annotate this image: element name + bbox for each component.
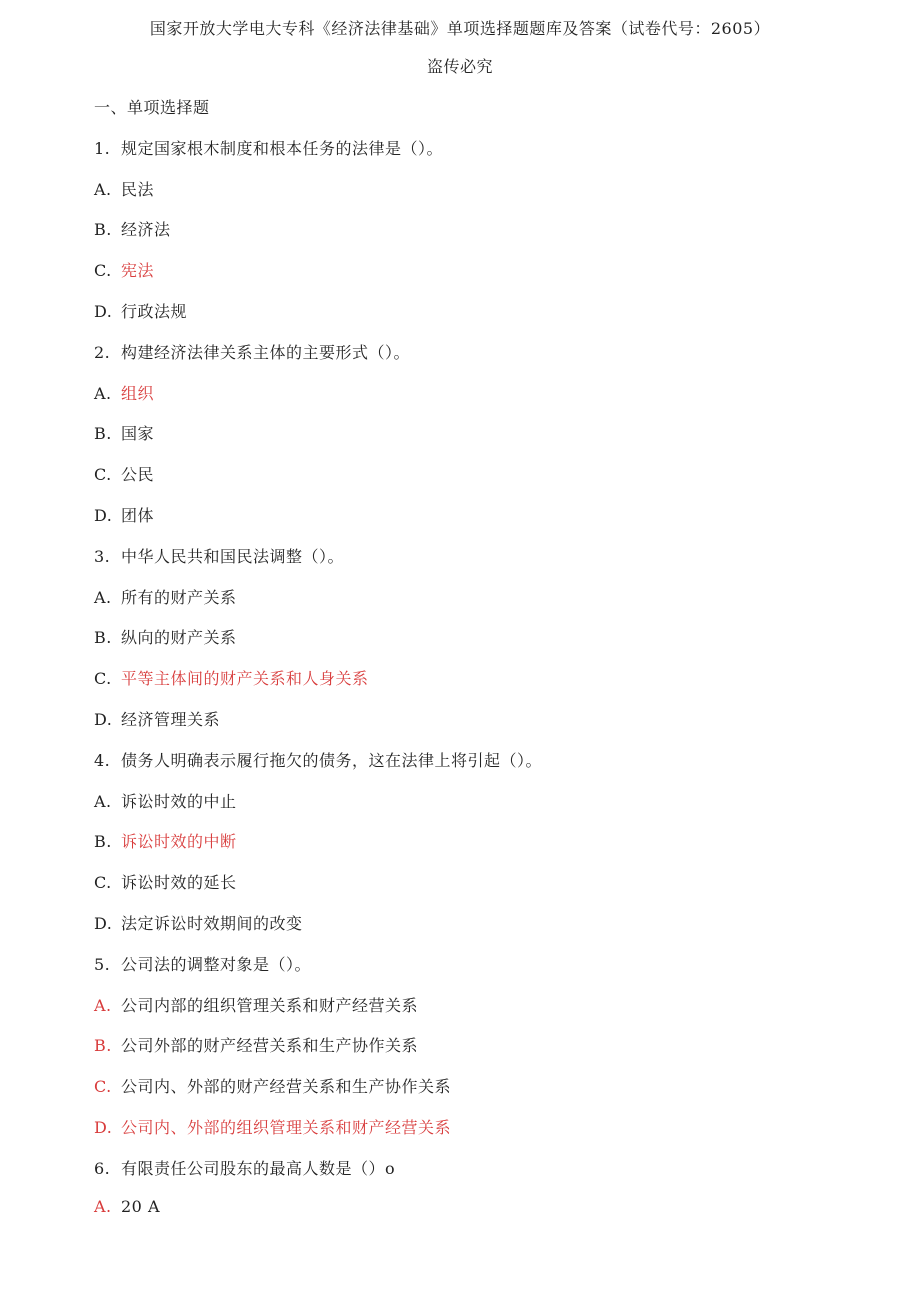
answer-option bbox=[94, 1197, 160, 1216]
line-prefix: 4. bbox=[94, 750, 111, 770]
answer-option bbox=[94, 1074, 451, 1097]
line-prefix: A. bbox=[94, 1196, 112, 1216]
answer-option bbox=[94, 177, 154, 200]
answer-option bbox=[94, 299, 187, 322]
line-prefix: D. bbox=[94, 506, 113, 525]
answer-option bbox=[94, 666, 369, 689]
line-prefix: D. bbox=[94, 1118, 113, 1137]
line-prefix: C. bbox=[94, 465, 112, 485]
line-text: 国家 bbox=[121, 424, 155, 444]
line-prefix: B. bbox=[94, 220, 112, 240]
line-text: 民法 bbox=[121, 179, 155, 199]
answer-option bbox=[94, 789, 237, 812]
line-text: 纵向的财产关系 bbox=[121, 628, 237, 648]
line-prefix: C. bbox=[94, 1077, 112, 1097]
answer-option bbox=[94, 421, 154, 444]
question-stem bbox=[94, 1156, 395, 1179]
line-prefix: D. bbox=[94, 710, 113, 729]
question-stem bbox=[94, 340, 410, 363]
line-prefix: B. bbox=[94, 424, 112, 444]
line-prefix: 2. bbox=[94, 342, 111, 362]
line-prefix: 5. bbox=[94, 954, 111, 974]
line-prefix: A. bbox=[94, 383, 112, 403]
line-text: 有限责任公司股东的最高人数是（）o bbox=[121, 1158, 396, 1178]
line-prefix: A. bbox=[94, 995, 112, 1015]
line-text: 公司内、外部的组织管理关系和财产经营关系 bbox=[121, 1118, 452, 1137]
line-text: 法定诉讼时效期间的改变 bbox=[121, 914, 303, 933]
line-text: 组织 bbox=[121, 383, 155, 403]
line-prefix: B. bbox=[94, 628, 112, 648]
line-prefix: D. bbox=[94, 302, 113, 321]
document-subtitle: 盗传必究 bbox=[426, 57, 493, 76]
question-stem bbox=[94, 136, 443, 159]
line-text: 规定国家根木制度和根本任务的法律是（）。 bbox=[121, 138, 444, 158]
line-text: 一、单项选择题 bbox=[94, 98, 210, 117]
answer-option bbox=[94, 625, 237, 648]
question-stem bbox=[94, 952, 311, 975]
answer-option bbox=[94, 1115, 451, 1138]
line-prefix: B. bbox=[94, 1036, 112, 1056]
line-prefix: 1. bbox=[94, 138, 111, 158]
line-text: 公司内部的组织管理关系和财产经营关系 bbox=[121, 995, 419, 1015]
line-text: 经济管理关系 bbox=[121, 710, 221, 729]
answer-option bbox=[94, 707, 220, 730]
line-text: 债务人明确表示履行拖欠的债务，这在法律上将引起（）。 bbox=[121, 750, 543, 770]
line-text: 构建经济法律关系主体的主要形式（）。 bbox=[121, 342, 411, 362]
section-heading bbox=[94, 95, 210, 118]
line-prefix: A. bbox=[94, 587, 112, 607]
line-text: 诉讼时效的中止 bbox=[121, 791, 237, 811]
line-text: 诉讼时效的中断 bbox=[121, 832, 237, 852]
answer-option bbox=[94, 462, 154, 485]
line-prefix: A. bbox=[94, 791, 112, 811]
question-stem bbox=[94, 748, 542, 771]
line-text: 诉讼时效的延长 bbox=[121, 873, 237, 893]
line-prefix: 6. bbox=[94, 1158, 111, 1178]
line-text: 宪法 bbox=[121, 261, 155, 281]
line-prefix: 3. bbox=[94, 546, 111, 566]
answer-option bbox=[94, 829, 237, 852]
line-prefix: B. bbox=[94, 832, 112, 852]
line-text: 公司内、外部的财产经营关系和生产协作关系 bbox=[121, 1077, 452, 1097]
line-text: 团体 bbox=[121, 506, 155, 525]
line-prefix: A. bbox=[94, 179, 112, 199]
answer-option bbox=[94, 503, 154, 526]
line-text: 20 A bbox=[121, 1196, 160, 1216]
answer-option bbox=[94, 217, 171, 240]
answer-option bbox=[94, 585, 237, 608]
answer-option bbox=[94, 258, 154, 281]
line-text: 公民 bbox=[121, 465, 155, 485]
question-stem bbox=[94, 544, 344, 567]
line-text: 所有的财产关系 bbox=[121, 587, 237, 607]
line-text: 平等主体间的财产关系和人身关系 bbox=[121, 669, 369, 689]
line-prefix: C. bbox=[94, 261, 112, 281]
answer-option bbox=[94, 1033, 418, 1056]
line-text: 行政法规 bbox=[121, 302, 188, 321]
answer-option bbox=[94, 870, 237, 893]
line-prefix: D. bbox=[94, 914, 113, 933]
answer-option bbox=[94, 911, 303, 934]
line-text: 公司外部的财产经营关系和生产协作关系 bbox=[121, 1036, 419, 1056]
line-prefix: C. bbox=[94, 669, 112, 689]
line-text: 中华人民共和国民法调整（）。 bbox=[121, 546, 345, 566]
answer-option bbox=[94, 993, 418, 1016]
document-title: 国家开放大学电大专科《经济法律基础》单项选择题题库及答案（试卷代号：2605） bbox=[149, 19, 771, 38]
line-prefix: C. bbox=[94, 873, 112, 893]
answer-option bbox=[94, 381, 154, 404]
line-text: 经济法 bbox=[121, 220, 171, 240]
line-text: 公司法的调整对象是（）。 bbox=[121, 954, 312, 974]
